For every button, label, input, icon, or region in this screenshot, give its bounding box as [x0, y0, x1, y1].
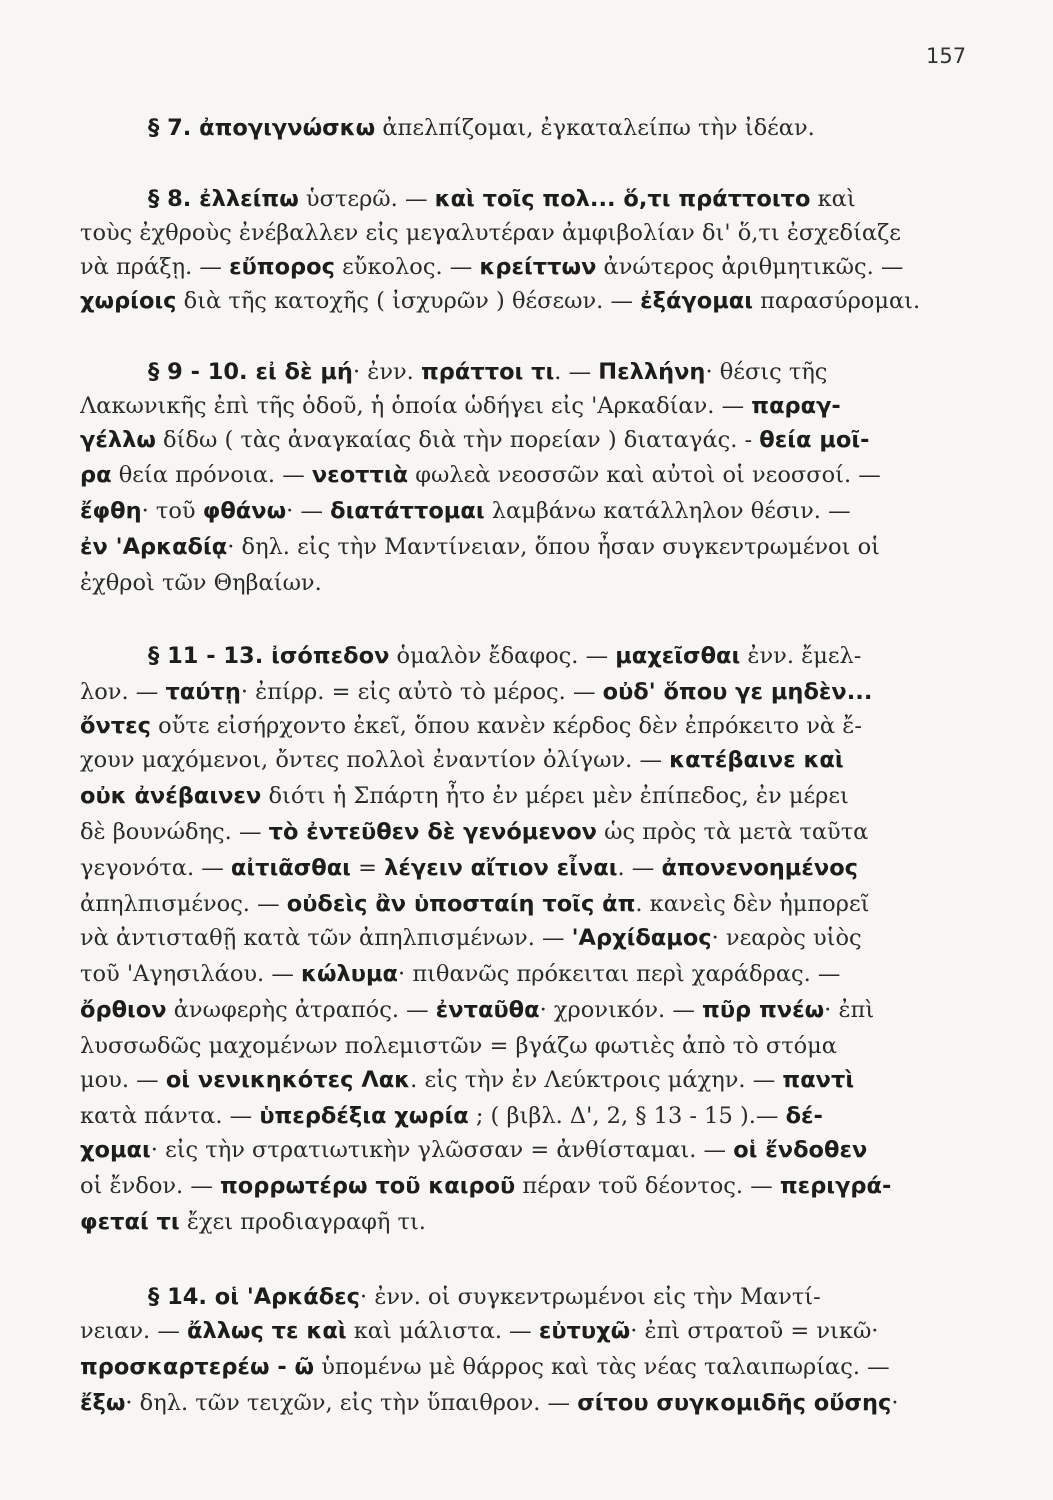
- text-line: [148, 111, 960, 145]
- term: χωρίοις: [80, 288, 177, 314]
- term: κρείττων: [479, 254, 597, 280]
- term: ὄρθιον: [80, 997, 167, 1023]
- term: πράττοι τι: [421, 359, 555, 385]
- gloss: οὔτε εἰσήρχοντο ἐκεῖ, ὅπου κανὲν κέρδος δὲν ἐπρόκειτο νὰ ἔ-: [151, 713, 862, 739]
- term: εὐτυχῶ: [538, 1318, 631, 1344]
- term: παντὶ: [782, 1067, 855, 1093]
- gloss: . εἰς τὴν ἐν Λεύκτροις μάχην. —: [410, 1067, 783, 1093]
- term: χομαι: [80, 1137, 151, 1163]
- gloss: ἐχθροὶ τῶν Θηβαίων.: [80, 570, 322, 596]
- gloss: οἱ ἔνδον. —: [80, 1173, 220, 1199]
- gloss: ἀπελπίζομαι, ἐγκαταλείπω τὴν ἰδέαν.: [375, 115, 815, 141]
- text-line: [148, 182, 960, 216]
- gloss: · νεαρὸς υἱὸς: [711, 925, 862, 951]
- gloss: · δηλ. εἰς τὴν Μαντίνειαν, ὅπου ἦσαν συγκεντρωμένοι οἱ: [227, 534, 880, 560]
- text-line: [80, 887, 960, 921]
- term: εὔπορος: [229, 254, 335, 280]
- gloss: δίδω ( τὰς ἀναγκαίας διὰ τὴν πορείαν ) διαταγάς. -: [155, 427, 760, 453]
- gloss: καὶ μάλιστα. —: [346, 1318, 539, 1344]
- term: ἔξω: [80, 1390, 126, 1416]
- term: ρα: [80, 462, 112, 488]
- gloss: ἀπηλπισμένος. —: [80, 891, 287, 917]
- page-number: 157: [926, 44, 967, 68]
- text-line: [80, 458, 960, 492]
- text-line: [80, 1099, 960, 1133]
- gloss: μου. —: [80, 1067, 166, 1093]
- term: διατάττομαι: [330, 498, 485, 524]
- term: δέ-: [785, 1103, 823, 1129]
- term: οὐδ' ὅπου γε μηδὲν...: [602, 679, 873, 705]
- text-line: [80, 779, 960, 813]
- gloss: διὰ τῆς κατοχῆς ( ἰσχυρῶν ) θέσεων. —: [176, 288, 641, 314]
- term: ὑπερδέξια χωρία: [259, 1103, 469, 1129]
- text-line: [80, 250, 960, 284]
- gloss: ὑπομένω μὲ θάρρος καὶ τὰς νέας ταλαιπωρίας. —: [314, 1354, 890, 1380]
- term: § 11 - 13.: [148, 643, 272, 669]
- term: πῦρ πνέω: [702, 997, 825, 1023]
- term: ἀπογιγνώσκω: [199, 115, 376, 141]
- gloss: · ἐπὶ στρατοῦ = νικῶ·: [630, 1318, 879, 1344]
- term: οἱ νενικηκότες Λακ: [165, 1067, 411, 1093]
- gloss: ·: [891, 1390, 899, 1416]
- term: κατέβαινε καὶ: [669, 747, 844, 773]
- term: νεοττιὰ: [311, 462, 409, 488]
- text-line: [80, 1386, 960, 1420]
- gloss: νὰ πράξῃ. —: [80, 254, 230, 280]
- term: μαχεῖσθαι: [615, 643, 741, 669]
- text-line: [80, 1133, 960, 1167]
- gloss: Λακωνικῆς ἐπὶ τῆς ὁδοῦ, ἡ ὁποία ὡδήγει εἰς 'Αρκαδίαν. —: [80, 393, 752, 419]
- gloss: =: [350, 855, 385, 881]
- gloss: ὁμαλὸν ἔδαφος. —: [389, 643, 616, 669]
- gloss: ἔχει προδιαγραφῆ τι.: [179, 1209, 426, 1235]
- gloss: φωλεὰ νεοσσῶν καὶ αὐτοὶ οἱ νεοσσοί. —: [408, 462, 881, 488]
- text-line: [80, 389, 960, 423]
- term: φθάνω: [202, 498, 287, 524]
- gloss: χουν μαχόμενοι, ὄντες πολλοὶ ἐναντίον ὀλίγων. —: [80, 747, 670, 773]
- gloss: πέραν τοῦ δέοντος. —: [515, 1173, 780, 1199]
- term: πορρωτέρω τοῦ καιροῦ: [220, 1173, 516, 1199]
- term: λέγειν αἴτιον εἶναι: [384, 855, 618, 881]
- text-line: [80, 530, 960, 564]
- gloss: τοὺς ἐχθροὺς ἐνέβαλλεν εἰς μεγαλυτέραν ἀμφιβολίαν δι' ὅ,τι ἐσχεδίαζε: [80, 220, 901, 246]
- gloss: ὑστερῶ. —: [298, 186, 435, 212]
- term: § 7.: [148, 115, 200, 141]
- term: σίτου συγκομιδῆς οὔσης: [577, 1390, 892, 1416]
- gloss: γεγονότα. —: [80, 855, 231, 881]
- text-line: [80, 709, 960, 743]
- gloss: θεία πρόνοια. —: [111, 462, 312, 488]
- term: οἱ 'Αρκάδες: [214, 1284, 361, 1310]
- term: ἐνταῦθα: [435, 997, 540, 1023]
- text-line: [80, 921, 960, 955]
- term: § 8.: [148, 186, 200, 212]
- gloss: · ἐπὶ: [824, 997, 875, 1023]
- gloss: · ἐπίρρ. = εἰς αὐτὸ τὸ μέρος. —: [240, 679, 603, 705]
- gloss: · τοῦ: [141, 498, 203, 524]
- term: ἐλλείπω: [199, 186, 299, 212]
- gloss: . —: [554, 359, 599, 385]
- gloss: νὰ ἀντισταθῇ κατὰ τῶν ἀπηλπισμένων. —: [80, 925, 572, 951]
- term: Πελλήνη: [598, 359, 706, 385]
- gloss: · εἰς τὴν στρατιωτικὴν γλῶσσαν = ἀνθίσταμαι. —: [150, 1137, 734, 1163]
- text-line: [148, 639, 960, 673]
- gloss: ἐνν. ἔμελ-: [740, 643, 862, 669]
- term: § 14.: [148, 1284, 215, 1310]
- gloss: . —: [617, 855, 662, 881]
- term: θεία μοῖ-: [759, 427, 870, 453]
- gloss: καὶ: [810, 186, 856, 212]
- gloss: διότι ἡ Σπάρτη ἦτο ἐν μέρει μὲν ἐπίπεδος, ἐν μέρει: [261, 783, 849, 809]
- text-line: [148, 1280, 960, 1314]
- gloss: λαμβάνω κατάλληλον θέσιν. —: [484, 498, 851, 524]
- gloss: · θέσις τῆς: [705, 359, 828, 385]
- gloss: · δηλ. τῶν τειχῶν, εἰς τὴν ὕπαιθρον. —: [125, 1390, 578, 1416]
- term: ταύτῃ: [165, 679, 241, 705]
- text-line: [80, 494, 960, 528]
- term: καὶ τοῖς πολ... ὅ,τι πράττοιτο: [434, 186, 811, 212]
- text-line: [80, 957, 960, 991]
- term: οὐδεὶς ἂν ὑποσταίη τοῖς ἀπ: [286, 891, 636, 917]
- term: ἐξάγομαι: [640, 288, 753, 314]
- text-line: [80, 1205, 960, 1239]
- term: κώλυμα: [301, 961, 399, 987]
- term: § 9 - 10.: [148, 359, 256, 385]
- gloss: ἀνωφερὴς ἀτραπός. —: [166, 997, 436, 1023]
- term: αἰτιᾶσθαι: [230, 855, 351, 881]
- text-line: [80, 1314, 960, 1348]
- gloss: δὲ βουνώδης. —: [80, 819, 269, 845]
- gloss: · πιθανῶς πρόκειται περὶ χαράδρας. —: [398, 961, 841, 987]
- term: περιγρά-: [779, 1173, 892, 1199]
- text-line: [80, 851, 960, 885]
- gloss: λον. —: [80, 679, 166, 705]
- term: ἰσόπεδον: [271, 643, 390, 669]
- gloss: ; ( βιβλ. Δ', 2, § 13 - 15 ).—: [468, 1103, 786, 1129]
- text-line: [80, 1350, 960, 1384]
- text-line: [80, 1063, 960, 1097]
- text-line: [80, 566, 960, 600]
- text-line: [148, 355, 960, 389]
- gloss: λυσσωδῶς μαχομένων πολεμιστῶν = βγάζω φωτιὲς ἀπὸ τὸ στόμα: [80, 1033, 838, 1059]
- gloss: ὡς πρὸς τὰ μετὰ ταῦτα: [596, 819, 869, 845]
- gloss: τοῦ 'Αγησιλάου. —: [80, 961, 302, 987]
- term: ἀπονενοημένος: [661, 855, 859, 881]
- gloss: νειαν. —: [80, 1318, 187, 1344]
- term: ἔφθη: [80, 498, 142, 524]
- text-line: [80, 993, 960, 1027]
- term: παραγ-: [751, 393, 841, 419]
- term: τὸ ἐντεῦθεν δὲ γενόμενον: [268, 819, 597, 845]
- gloss: · χρονικόν. —: [539, 997, 703, 1023]
- gloss: · ἐνν. οἱ συγκεντρωμένοι εἰς τὴν Μαντί-: [360, 1284, 821, 1310]
- term: προσκαρτερέω - ῶ: [80, 1354, 315, 1380]
- term: ἐν 'Αρκαδίᾳ: [80, 534, 228, 560]
- text-line: [80, 1029, 960, 1063]
- term: γέλλω: [80, 427, 156, 453]
- text-line: [80, 423, 960, 457]
- gloss: εὔκολος. —: [334, 254, 480, 280]
- text-line: [80, 675, 960, 709]
- term: φεταί τι: [80, 1209, 180, 1235]
- gloss: · ἐνν.: [352, 359, 421, 385]
- gloss: . κανεὶς δὲν ἠμπορεῖ: [635, 891, 870, 917]
- text-line: [80, 284, 960, 318]
- text-line: [80, 815, 960, 849]
- gloss: ἀνώτερος ἀριθμητικῶς. —: [596, 254, 904, 280]
- gloss: παρασύρομαι.: [752, 288, 921, 314]
- text-line: [80, 1169, 960, 1203]
- text-line: [80, 743, 960, 777]
- term: 'Αρχίδαμος: [571, 925, 712, 951]
- term: ὄντες: [80, 713, 152, 739]
- gloss: κατὰ πάντα. —: [80, 1103, 260, 1129]
- text-line: [80, 216, 960, 250]
- gloss: · —: [286, 498, 331, 524]
- term: ἄλλως τε καὶ: [187, 1318, 347, 1344]
- term: οὐκ ἀνέβαινεν: [80, 783, 262, 809]
- term: εἰ δὲ μή: [255, 359, 353, 385]
- term: οἱ ἔνδοθεν: [733, 1137, 868, 1163]
